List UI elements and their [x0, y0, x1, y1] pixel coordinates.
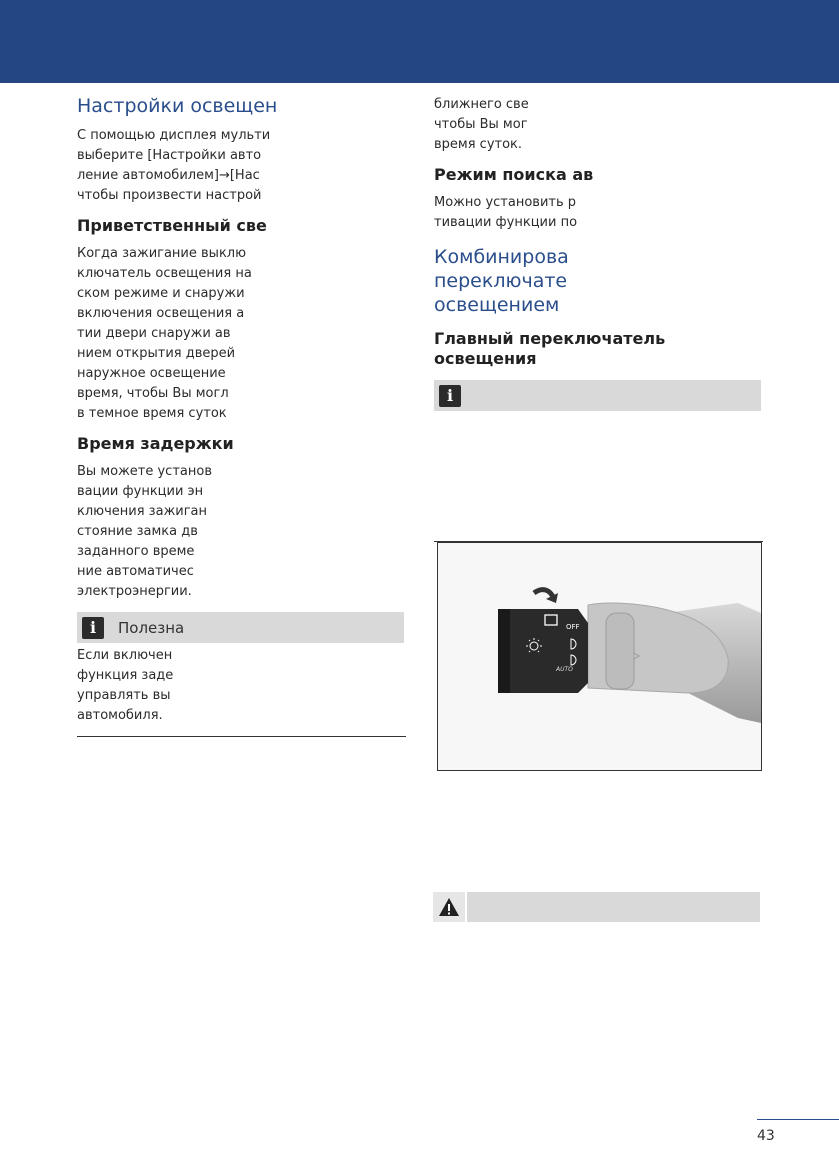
rotary-ring: [606, 613, 634, 689]
text-line: нием открытия дверей: [77, 346, 236, 361]
note-label: Полезна: [118, 618, 185, 637]
light-switch-figure: [437, 542, 762, 771]
text-line: ние автоматичес: [77, 564, 194, 579]
warning-bar: [433, 892, 760, 922]
paragraph-search-mode: [434, 193, 764, 233]
title-line: освещением: [434, 294, 560, 316]
note-end-rule: [77, 736, 406, 737]
paragraph-note: [77, 646, 407, 726]
text-line: выберите [Настройки авто: [77, 148, 262, 163]
text-line: ключатель освещения на: [77, 266, 252, 281]
text-line: Когда зажигание выклю: [77, 246, 247, 261]
off-label: OFF: [566, 623, 580, 631]
text-line: заданного време: [77, 544, 195, 559]
text-line: Вы можете установ: [77, 464, 212, 479]
text-line: С помощью дисплея мульти: [77, 128, 271, 143]
auto-label: AUTO: [556, 666, 573, 673]
text-line: чтобы произвести настрой: [77, 188, 262, 203]
right-column: [434, 94, 764, 542]
note-bar: [77, 612, 404, 643]
text-line: автомобиля.: [77, 708, 163, 723]
switch-knob: [498, 609, 588, 693]
text-line: ключения зажиган: [77, 504, 208, 519]
section-title-combination-switch: [434, 245, 764, 317]
title-line: переключате: [434, 270, 568, 292]
text-line: электроэнергии.: [77, 584, 192, 599]
subheading-delay-time: Время задержки: [77, 434, 234, 453]
info-icon: i: [439, 385, 461, 407]
light-switch-illustration: [438, 543, 761, 770]
header-bar: [0, 0, 839, 83]
text-line: ближнего све: [434, 97, 529, 112]
warning-icon: [433, 892, 467, 922]
paragraph-continued: [434, 95, 764, 155]
text-line: наружное освещение: [77, 366, 226, 381]
text-line: стояние замка дв: [77, 524, 198, 539]
subheading-search-mode: Режим поиска ав: [434, 165, 594, 184]
text-line: ление автомобилем]→[Нас: [77, 168, 260, 183]
subheading-welcome-light: Приветственный све: [77, 216, 267, 235]
paragraph-welcome-light: [77, 244, 407, 424]
text-line: тии двери снаружи ав: [77, 326, 231, 341]
text-line: ском режиме и снаружи: [77, 286, 245, 301]
text-line: чтобы Вы мог: [434, 117, 528, 132]
page-number-rule: [757, 1119, 839, 1120]
page-number: 43: [757, 1128, 775, 1144]
info-icon: i: [82, 617, 104, 639]
title-line: Комбинирова: [434, 246, 569, 268]
info-bar: [434, 380, 761, 411]
text-line: включения освещения а: [77, 306, 245, 321]
text-line: тивации функции по: [434, 215, 578, 230]
text-line: время, чтобы Вы могл: [77, 386, 229, 401]
subheading-main-light-switch: Главный переключатель освещения: [434, 329, 666, 368]
text-line: Можно установить р: [434, 195, 577, 210]
text-line: Если включен: [77, 648, 173, 663]
paragraph-lighting-settings: [77, 126, 407, 206]
paragraph-delay-time: [77, 462, 407, 602]
text-line: время суток.: [434, 137, 523, 152]
text-line: вации функции эн: [77, 484, 204, 499]
text-line: в темное время суток: [77, 406, 227, 421]
left-column: [77, 94, 407, 737]
section-title-lighting-settings: Настройки освещен: [77, 95, 278, 117]
text-line: управлять вы: [77, 688, 171, 703]
knob-face: [498, 609, 510, 693]
text-line: функция заде: [77, 668, 174, 683]
